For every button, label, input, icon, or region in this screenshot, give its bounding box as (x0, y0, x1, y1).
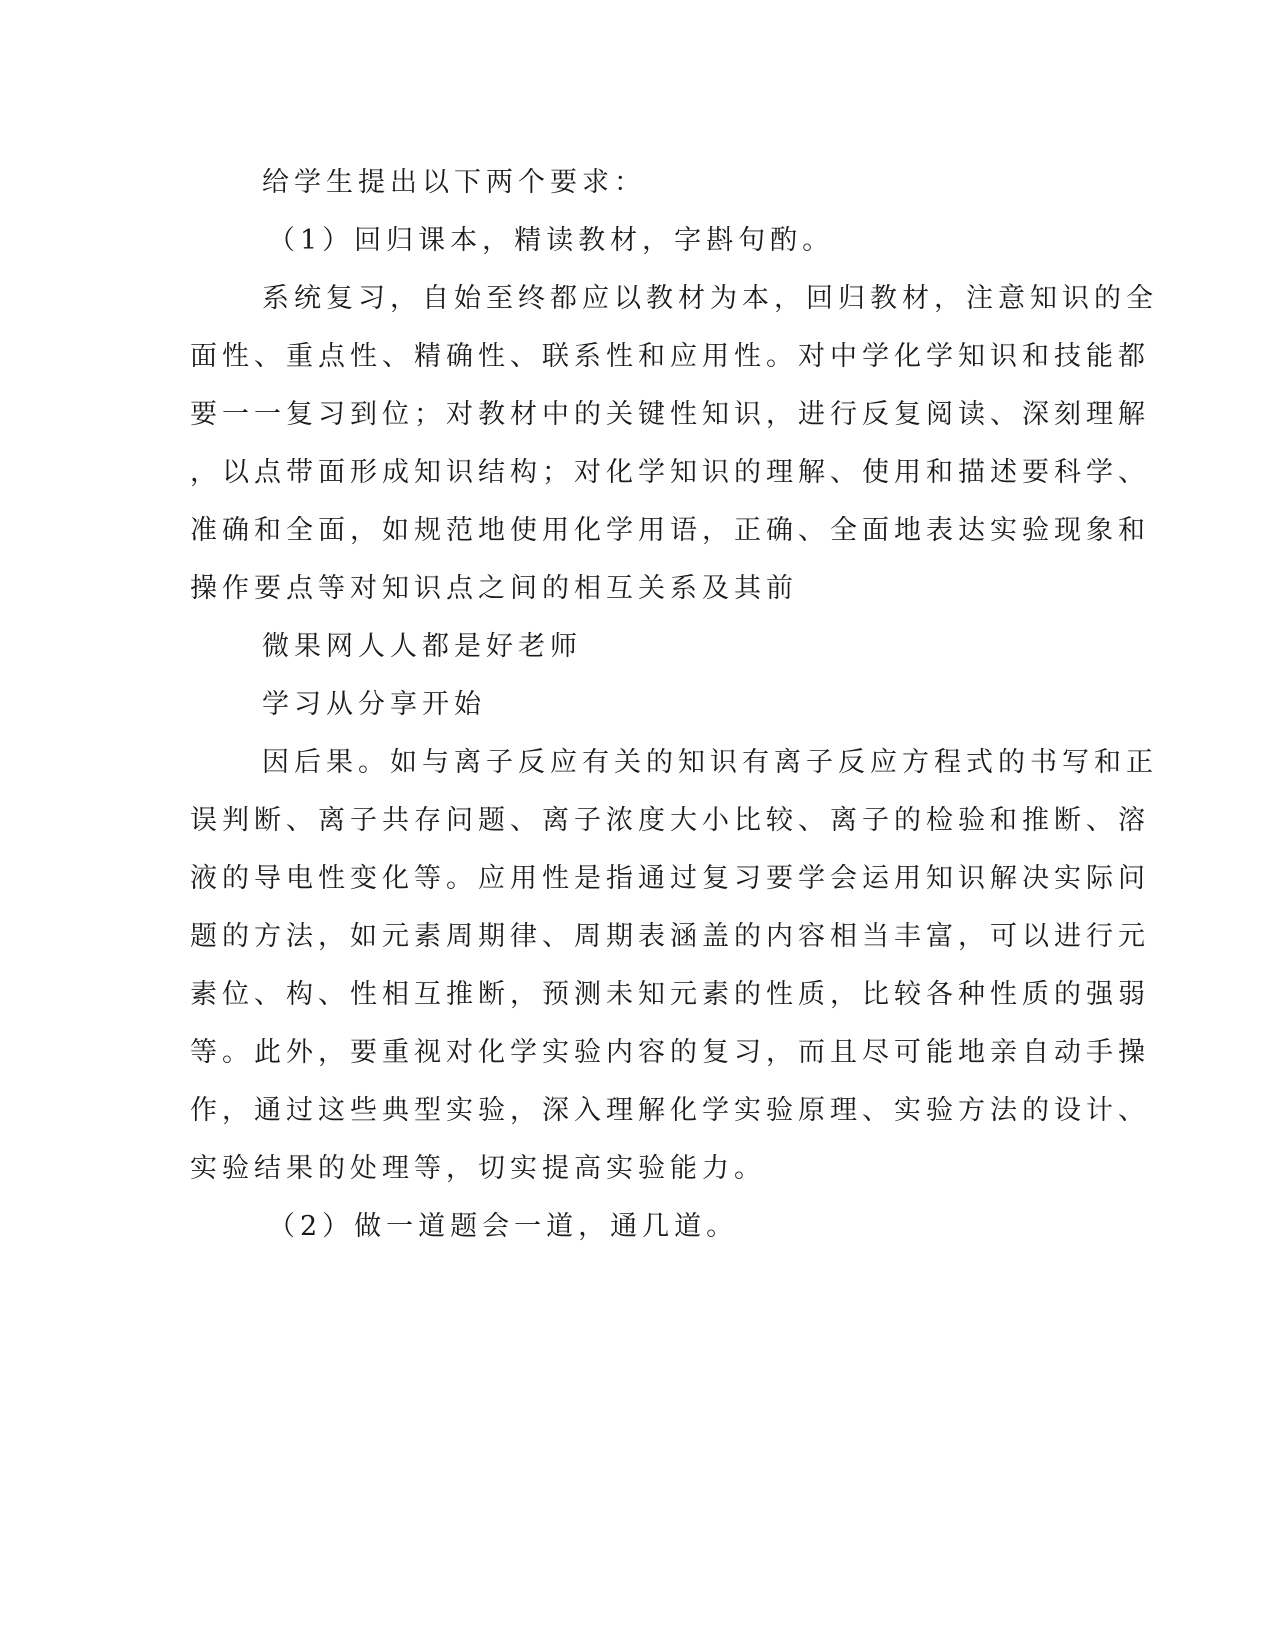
paragraph-line: 等。此外，要重视对化学实验内容的复习，而且尽可能地亲自动手操 (190, 1037, 1150, 1068)
paragraph-line: 实验结果的处理等，切实提高实验能力。 (190, 1153, 766, 1184)
paragraph-line: 系统复习，自始至终都应以教材为本，回归教材，注意知识的全 (262, 283, 1158, 314)
paragraph-line: 液的导电性变化等。应用性是指通过复习要学会运用知识解决实际问 (190, 863, 1150, 894)
paragraph-line: 题的方法，如元素周期律、周期表涵盖的内容相当丰富，可以进行元 (190, 921, 1150, 952)
requirement-2-heading: （2）做一道题会一道，通几道。 (268, 1211, 739, 1242)
watermark-line-1: 微果网人人都是好老师 (262, 631, 582, 662)
paragraph-line: 素位、构、性相互推断，预测未知元素的性质，比较各种性质的强弱 (190, 979, 1150, 1010)
paragraph-line: 操作要点等对知识点之间的相互关系及其前 (190, 573, 798, 604)
paragraph-line: 误判断、离子共存问题、离子浓度大小比较、离子的检验和推断、溶 (190, 805, 1150, 836)
requirement-1-heading: （1）回归课本，精读教材，字斟句酌。 (268, 225, 835, 256)
paragraph-line: 面性、重点性、精确性、联系性和应用性。对中学化学知识和技能都 (190, 341, 1150, 372)
intro-line: 给学生提出以下两个要求： (262, 167, 646, 198)
paragraph-line: ，以点带面形成知识结构；对化学知识的理解、使用和描述要科学、 (190, 457, 1150, 488)
paragraph-line: 要一一复习到位；对教材中的关键性知识，进行反复阅读、深刻理解 (190, 399, 1150, 430)
paragraph-line: 准确和全面，如规范地使用化学用语，正确、全面地表达实验现象和 (190, 515, 1150, 546)
paragraph-line: 因后果。如与离子反应有关的知识有离子反应方程式的书写和正 (262, 747, 1158, 778)
watermark-line-2: 学习从分享开始 (262, 689, 486, 720)
paragraph-line: 作，通过这些典型实验，深入理解化学实验原理、实验方法的设计、 (190, 1095, 1150, 1126)
